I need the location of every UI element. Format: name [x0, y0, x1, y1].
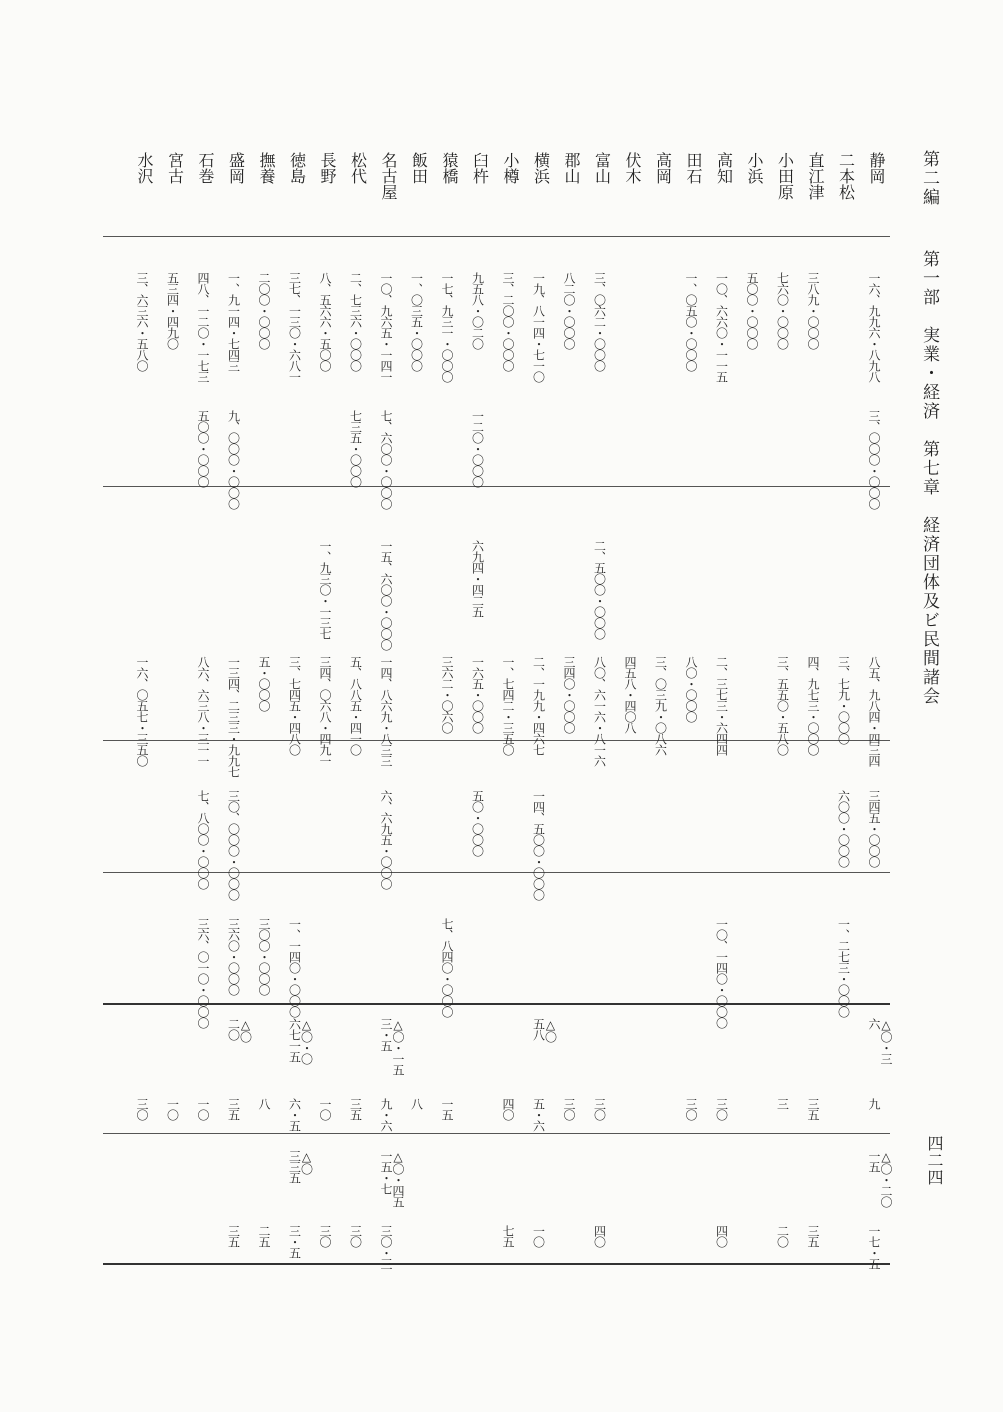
value-col-1: 三、二〇〇・〇〇〇 — [501, 272, 515, 371]
rate-col-4: 四〇 — [714, 1225, 729, 1247]
city-name: 石巻 — [196, 152, 215, 184]
rate-col-4: 一〇 — [531, 1225, 546, 1247]
value-col-4: 三、〇三九・〇八六 — [653, 656, 668, 755]
city-name: 直江津 — [806, 152, 825, 200]
rate-col-4: 三〇・三 — [379, 1225, 393, 1269]
value-col-4: 五・〇〇〇 — [257, 656, 271, 711]
value-col-4: 三六二・〇六〇 — [440, 656, 454, 733]
value-col-4: 五、八八五・四一〇 — [348, 656, 363, 755]
rate-col-2: 九 — [867, 1098, 881, 1109]
value-col-6: 三〇〇・〇〇〇 — [257, 918, 271, 995]
rate-col-2: 六・五 — [287, 1098, 302, 1131]
value-col-1: 一七、九三一・〇〇〇 — [440, 272, 454, 382]
city-name: 小樽 — [501, 152, 520, 184]
value-col-3: 一、九三〇・一三七 — [318, 540, 332, 639]
rate-col-4: 一七・五 — [867, 1225, 881, 1269]
value-col-4: 一三四、二三三・九九七 — [226, 656, 241, 777]
value-col-5: 五〇・〇〇〇 — [470, 790, 485, 856]
city-name: 猿橋 — [440, 152, 459, 184]
value-col-2: 一二〇・〇〇〇 — [470, 410, 485, 487]
rate-col-2: 三〇 — [592, 1098, 607, 1120]
rate-col-3: △〇 三三五 — [287, 1150, 314, 1183]
rate-col-2: 三五 — [806, 1098, 820, 1120]
rate-col-2: 五・六 — [531, 1098, 546, 1131]
city-name: 松代 — [348, 152, 368, 184]
rate-col-4: 三〇 — [318, 1225, 332, 1247]
rule-5 — [103, 1133, 890, 1134]
value-col-2: 七三五・〇〇〇 — [348, 410, 363, 487]
rate-col-2: 三五 — [348, 1098, 363, 1120]
city-name: 水沢 — [135, 152, 154, 184]
value-col-6: 一、二七三・〇〇〇 — [836, 918, 851, 1017]
value-col-4: 三四〇・〇〇〇 — [562, 656, 576, 733]
value-col-2: 九、〇〇〇・〇〇〇 — [226, 410, 241, 509]
rate-col-4: 四〇 — [592, 1225, 607, 1247]
value-col-1: 三、六三六・五八〇 — [135, 272, 149, 371]
value-col-1: 七六〇・〇〇〇 — [775, 272, 790, 349]
city-name: 富山 — [592, 152, 612, 184]
value-col-4: 八五、九八四・四三四 — [867, 656, 881, 766]
value-col-4: 三四、〇六八・四九一 — [318, 656, 332, 766]
city-name: 宮古 — [165, 152, 185, 184]
value-col-1: 四八、一二〇・一七三 — [196, 272, 210, 382]
rate-col-3: △〇・二〇 一五 — [867, 1150, 893, 1207]
value-col-4: 一四、八六九・八三三 — [379, 656, 393, 766]
value-col-1: 一〇、九六五・一四一 — [379, 272, 393, 382]
city-name: 撫養 — [257, 152, 276, 184]
value-col-1: 一、九一四・七四三 — [226, 272, 241, 371]
city-name: 盛岡 — [226, 152, 246, 184]
value-col-6: 三六〇・〇〇〇 — [226, 918, 241, 995]
rule-header — [103, 236, 890, 237]
value-col-1: 二、七三六・〇〇〇 — [348, 272, 363, 371]
city-name: 小浜 — [745, 152, 764, 184]
value-col-1: 八二〇・〇〇〇 — [562, 272, 576, 349]
rate-col-4: 七五 — [501, 1225, 515, 1247]
rate-col-2: 八 — [257, 1098, 271, 1109]
value-col-5: 六〇〇・〇〇〇 — [836, 790, 851, 867]
rate-col-1: △〇・〇 六七一五 — [287, 1018, 314, 1064]
value-col-4: 二、一九九・四六七 — [531, 656, 546, 755]
value-col-4: 三、七九・〇〇〇 — [836, 656, 851, 744]
page-number: 四二四 — [925, 1135, 944, 1186]
value-col-6: 七、八四〇・〇〇〇 — [440, 918, 454, 1017]
value-col-1: 一、〇五〇・〇〇〇 — [684, 272, 698, 371]
value-col-3: 六九四・四二五 — [470, 540, 485, 617]
city-name: 二本松 — [836, 152, 856, 200]
part-title: 第二編 — [919, 150, 939, 207]
value-col-3: 一五、六〇〇・〇〇〇 — [379, 540, 393, 650]
city-name: 高岡 — [653, 152, 673, 184]
city-name: 高知 — [714, 152, 734, 184]
city-name: 横浜 — [531, 152, 551, 184]
value-col-4: 四五八・四〇八 — [623, 656, 637, 733]
rate-col-4: 三・五 — [287, 1225, 302, 1258]
value-col-2: 五〇〇・〇〇〇 — [196, 410, 210, 487]
rate-col-4: 三五 — [806, 1225, 820, 1247]
value-col-4: 八〇・〇〇〇 — [684, 656, 698, 722]
value-col-4: 一、七四二・三五〇 — [501, 656, 515, 755]
city-name: 田石 — [684, 152, 703, 184]
value-col-1: 三、〇六二・〇〇〇 — [592, 272, 607, 371]
value-col-2: 七、六〇〇・〇〇〇 — [379, 410, 393, 509]
value-col-1: 一、〇三五・〇〇〇 — [409, 272, 424, 371]
city-name: 臼杵 — [470, 152, 490, 184]
rate-col-2: 三 — [775, 1098, 790, 1109]
value-col-5: 一四、五〇〇・〇〇〇 — [531, 790, 546, 900]
rate-col-2: 八 — [409, 1098, 424, 1109]
value-col-1: 一六、九九六・八九八 — [867, 272, 881, 382]
rule-bottom — [103, 1263, 890, 1265]
rule-4 — [103, 1003, 890, 1005]
rate-col-2: 三〇 — [562, 1098, 576, 1120]
value-col-6: 一〇、一四〇・〇〇〇 — [714, 918, 729, 1028]
city-name: 小田原 — [775, 152, 795, 200]
city-name: 長野 — [318, 152, 337, 184]
value-col-6: 一、一四〇・〇〇〇 — [287, 918, 302, 1017]
value-col-4: 一六五・〇〇〇 — [470, 656, 485, 733]
rate-col-2: 三〇 — [714, 1098, 729, 1120]
city-name: 飯田 — [409, 152, 429, 184]
rate-col-2: 四〇 — [501, 1098, 515, 1120]
rate-col-2: 三〇 — [135, 1098, 149, 1120]
rate-col-1: △〇・一五 三・五 — [379, 1018, 405, 1075]
value-col-4: 八六、六三八・三一一 — [196, 656, 210, 766]
rate-col-2: 九・六 — [379, 1098, 393, 1131]
value-col-1: 五〇〇・〇〇〇 — [745, 272, 759, 349]
rate-col-4: 三〇 — [348, 1225, 363, 1247]
rate-col-1: △〇 五八 — [531, 1018, 558, 1042]
value-col-4: 三、七四五・四八〇 — [287, 656, 302, 755]
rate-col-2: 一〇 — [318, 1098, 332, 1120]
value-col-5: 七、八〇〇・〇〇〇 — [196, 790, 210, 889]
value-col-6: 三六、〇一〇・〇〇〇 — [196, 918, 210, 1028]
value-col-1: 三八九・〇〇〇 — [806, 272, 820, 349]
rate-col-2: 一〇 — [165, 1098, 180, 1120]
rate-col-4: 二〇 — [775, 1225, 790, 1247]
rate-col-2: 一五 — [440, 1098, 454, 1120]
city-name: 伏木 — [623, 152, 642, 184]
city-name: 徳島 — [287, 152, 307, 184]
rate-col-2: 三五 — [226, 1098, 241, 1120]
value-col-5: 三四五・〇〇〇 — [867, 790, 881, 867]
value-col-4: 八〇、六一六・八一六 — [592, 656, 607, 766]
rate-col-4: 三五 — [226, 1225, 241, 1247]
value-col-5: 三〇、〇〇〇・〇〇〇 — [226, 790, 241, 900]
value-col-1: 一九、八一四・七一〇 — [531, 272, 546, 382]
value-col-5: 六、六九五・〇〇〇 — [379, 790, 393, 889]
rule-2 — [103, 740, 890, 741]
rule-1 — [103, 486, 890, 487]
value-col-1: 二〇〇・〇〇〇 — [257, 272, 271, 349]
rate-col-4: 二五 — [257, 1225, 271, 1247]
rate-col-3: △〇・四五 一五・七 — [379, 1150, 405, 1207]
value-col-4: 四、九七三・〇〇〇 — [806, 656, 820, 755]
value-col-1: 八、五六六・五〇〇 — [318, 272, 332, 371]
rate-col-2: 三〇 — [684, 1098, 698, 1120]
value-col-3: 二、五〇〇・〇〇〇 — [592, 540, 607, 639]
rate-col-2: 一〇 — [196, 1098, 210, 1120]
value-col-4: 一六、〇五七・三五〇 — [135, 656, 149, 766]
city-name: 郡山 — [562, 152, 581, 184]
value-col-4: 三、五五〇・五八〇 — [775, 656, 790, 755]
value-col-1: 九五八・〇二〇 — [470, 272, 485, 349]
value-col-1: 五三四・四九〇 — [165, 272, 180, 349]
rate-col-1: △〇 二〇 — [226, 1018, 253, 1042]
rule-3 — [103, 872, 890, 873]
city-name: 静岡 — [867, 152, 886, 184]
chapter-title: 第一部 実業・経済 第七章 経済団体及ビ民間諸会 — [919, 250, 939, 706]
value-col-1: 一〇、六六〇・一一五 — [714, 272, 729, 382]
value-col-1: 三七、一三〇・六八一 — [287, 272, 302, 382]
rate-col-1: △〇・三 六 — [867, 1018, 893, 1064]
city-name: 名古屋 — [379, 152, 398, 200]
value-col-2: 三、〇〇〇・〇〇〇 — [867, 410, 881, 509]
value-col-4: 二、三七三・六四四 — [714, 656, 729, 755]
